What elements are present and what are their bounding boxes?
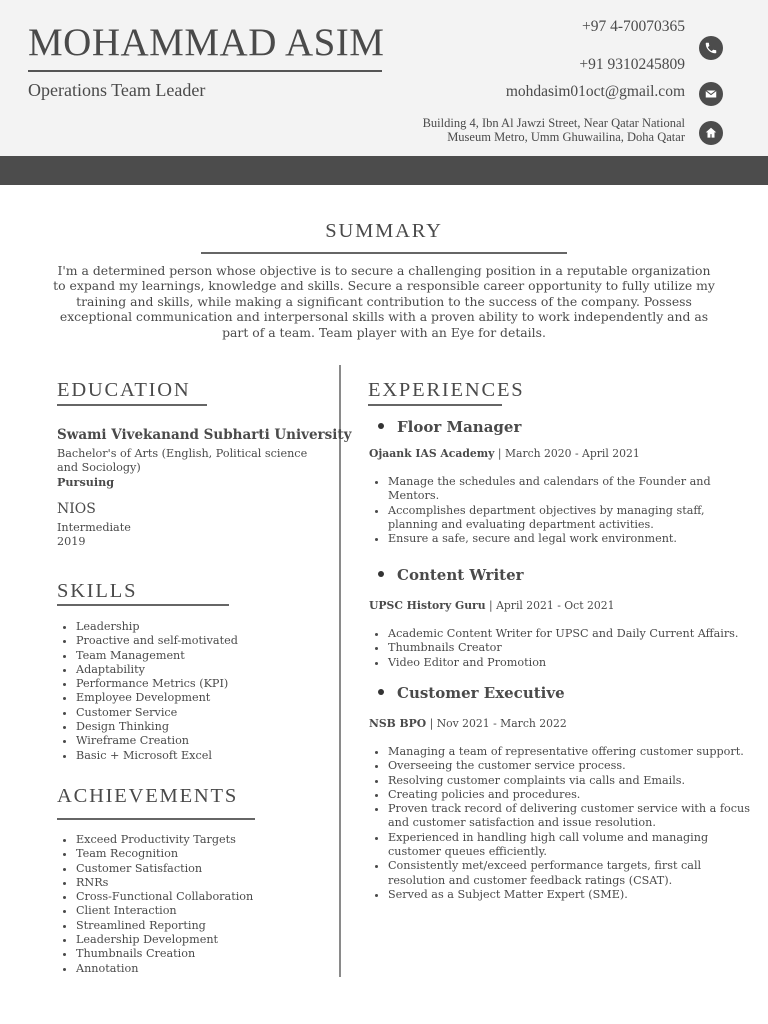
- list-item: • Exceed Productivity Targets: [76, 833, 253, 847]
- list-item: • Basic + Microsoft Excel: [76, 749, 238, 763]
- list-item: • Accomplishes department objectives by managing staff, planning and evaluating department activities.: [388, 504, 756, 533]
- job-meta-2: [369, 599, 614, 612]
- list-item: • Consistently met/exceed performance targets, first call resolution and customer feedback ratings (CSAT).: [388, 859, 756, 888]
- job-company-2: UPSC History Guru: [369, 599, 486, 612]
- address-line-1: Building 4, Ibn Al Jawzi Street, Near Qatar National: [422, 116, 685, 130]
- experiences-rule: [368, 404, 502, 406]
- list-item: • Ensure a safe, secure and legal work environment.: [388, 532, 756, 546]
- list-item: • Manage the schedules and calendars of the Founder and Mentors.: [388, 475, 756, 504]
- experiences-heading: EXPERIENCES: [368, 379, 525, 401]
- list-item: • Design Thinking: [76, 720, 238, 734]
- email-address: mohdasim01oct@gmail.com: [505, 83, 685, 100]
- list-item: • RNRs: [76, 876, 253, 890]
- list-item: • Team Recognition: [76, 847, 253, 861]
- phone-secondary: +91 9310245809: [579, 56, 685, 73]
- bullet-dot: [378, 423, 384, 429]
- list-item: • Customer Service: [76, 706, 238, 720]
- job-period-2: | April 2021 - Oct 2021: [485, 599, 615, 612]
- list-item: • Leadership: [76, 620, 238, 634]
- list-item: • Video Editor and Promotion: [388, 656, 756, 670]
- list-item: • Cross-Functional Collaboration: [76, 890, 253, 904]
- postal-address: [423, 116, 685, 144]
- list-item: • Academic Content Writer for UPSC and Daily Current Affairs.: [388, 627, 756, 641]
- bullet-dot: [378, 571, 384, 577]
- home-icon: [699, 121, 723, 145]
- list-item: • Thumbnails Creation: [76, 947, 253, 961]
- name-underline: [28, 70, 382, 72]
- list-item: • Performance Metrics (KPI): [76, 677, 238, 691]
- candidate-name: MOHAMMAD ASIM: [28, 21, 385, 64]
- job-meta-1: [369, 447, 640, 460]
- summary-heading: SUMMARY: [325, 220, 443, 242]
- email-icon: [699, 82, 723, 106]
- education-heading: EDUCATION: [57, 379, 191, 401]
- list-item: • Proactive and self-motivated: [76, 634, 238, 648]
- list-item: • Wireframe Creation: [76, 734, 238, 748]
- list-item: • Employee Development: [76, 691, 238, 705]
- bullet-dot: [378, 689, 384, 695]
- job-bullets-2: [369, 627, 756, 670]
- list-item: • Experienced in handling high call volume and managing customer queues efficiently.: [388, 831, 756, 860]
- education-rule: [57, 404, 207, 406]
- phone-primary: +97 4-70070365: [581, 18, 685, 35]
- phone-icon: [699, 36, 723, 60]
- job-bullets-1: [369, 475, 756, 546]
- job-title-3: Customer Executive: [378, 684, 565, 702]
- job-period-1: | March 2020 - April 2021: [494, 447, 640, 460]
- achievements-heading: ACHIEVEMENTS: [57, 785, 239, 807]
- skills-list: [57, 620, 238, 763]
- job-title-1: Floor Manager: [378, 418, 521, 436]
- job-bullets-3: [369, 745, 756, 902]
- list-item: • Thumbnails Creator: [388, 641, 756, 655]
- education-level-2: Intermediate: [57, 521, 131, 534]
- column-divider: [339, 365, 341, 977]
- job-title-2: Content Writer: [378, 566, 524, 584]
- job-company-3: NSB BPO: [369, 717, 427, 730]
- summary-rule: [201, 252, 567, 254]
- list-item: • Team Management: [76, 649, 238, 663]
- achievements-rule: [57, 818, 255, 820]
- list-item: • Proven track record of delivering customer service with a focus and customer satisfaction and issue resolution.: [388, 802, 756, 831]
- education-school-1: Swami Vivekanand Subharti University: [57, 427, 352, 443]
- list-item: • Customer Satisfaction: [76, 862, 253, 876]
- summary-text: I'm a determined person whose objective is to secure a challenging position in a reputable organization to expand my learnings, knowledge and skills. Secure a responsible career opportunity to fully utilize my training and skills, while making a significant contribution to the success of the company. Possess exceptional communication and interpersonal skills with a proven ability to work independently and as part of a team. Team player with an Eye for details.: [53, 263, 715, 340]
- list-item: • Resolving customer complaints via calls and Emails.: [388, 774, 756, 788]
- list-item: • Served as a Subject Matter Expert (SME).: [388, 888, 756, 902]
- list-item: • Streamlined Reporting: [76, 919, 253, 933]
- list-item: • Leadership Development: [76, 933, 253, 947]
- education-degree-1: Bachelor's of Arts (English, Political science and Sociology): [57, 447, 308, 475]
- job-meta-3: [369, 717, 567, 730]
- education-year-2: 2019: [57, 535, 86, 548]
- achievements-list: [57, 833, 253, 976]
- candidate-role: Operations Team Leader: [28, 80, 206, 100]
- list-item: • Adaptability: [76, 663, 238, 677]
- list-item: • Annotation: [76, 962, 253, 976]
- address-line-2: Museum Metro, Umm Ghuwailina, Doha Qatar: [447, 130, 685, 144]
- skills-heading: SKILLS: [57, 580, 138, 602]
- header-band: [0, 156, 768, 185]
- list-item: • Managing a team of representative offering customer support.: [388, 745, 756, 759]
- list-item: • Overseeing the customer service process.: [388, 759, 756, 773]
- list-item: • Creating policies and procedures.: [388, 788, 756, 802]
- education-status-1: Pursuing: [57, 475, 115, 489]
- list-item: • Client Interaction: [76, 904, 253, 918]
- skills-rule: [57, 604, 229, 606]
- job-company-1: Ojaank IAS Academy: [369, 447, 495, 460]
- education-school-2: NIOS: [57, 501, 96, 517]
- job-period-3: | Nov 2021 - March 2022: [426, 717, 567, 730]
